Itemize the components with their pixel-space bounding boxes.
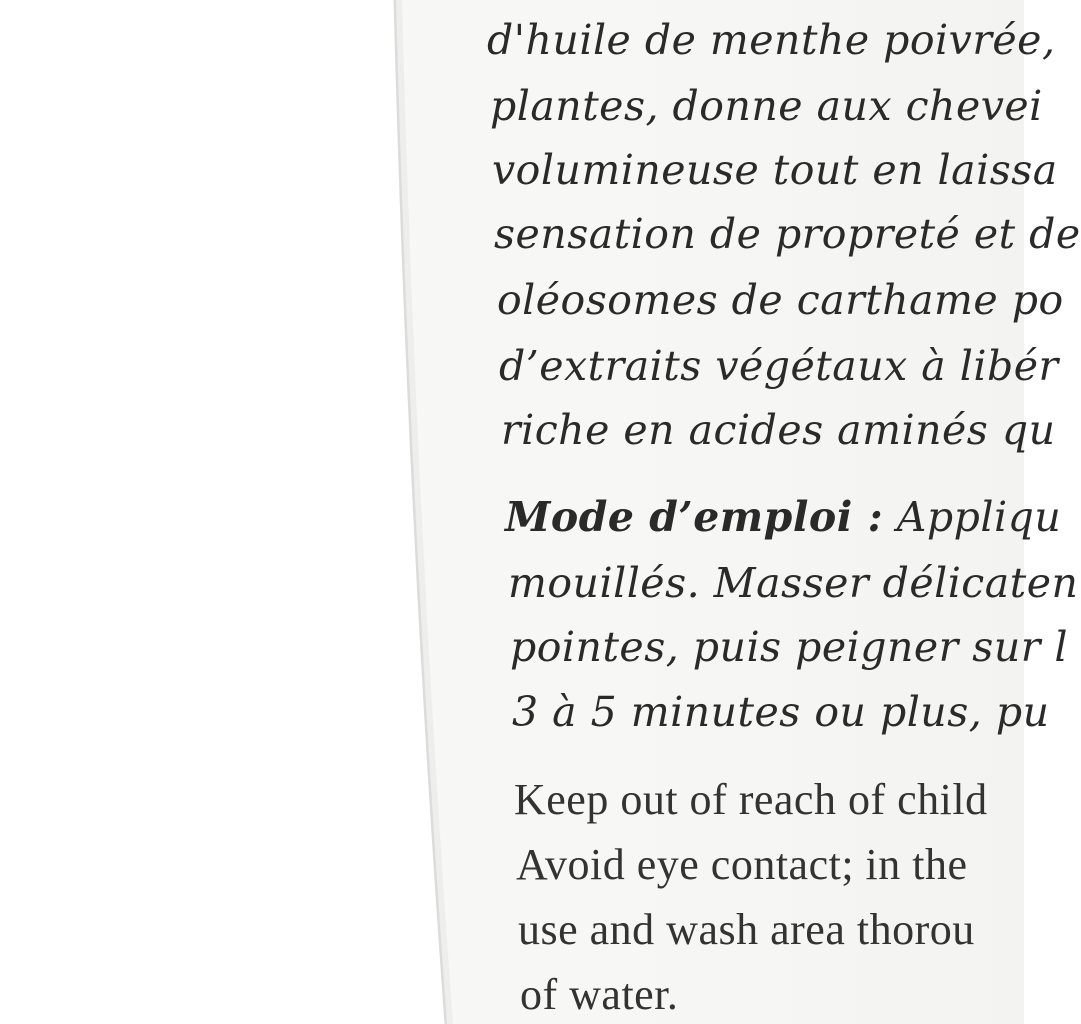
- directions-line: mouillés. Masser délicaten: [508, 559, 1079, 607]
- label-line: d'huile de menthe poivrée,: [487, 16, 1056, 64]
- directions-line: [505, 493, 1062, 541]
- label-line: d’extraits végétaux à libér: [499, 342, 1059, 390]
- directions-line: 3 à 5 minutes ou plus, pu: [512, 688, 1050, 736]
- label-line: sensation de propreté et de: [494, 210, 1081, 258]
- warning-line: Avoid eye contact; in the: [516, 840, 968, 889]
- label-line: plantes, donne aux chevei: [490, 82, 1043, 130]
- directions-text: Appliqu: [883, 493, 1062, 541]
- warning-line: use and wash area thorou: [518, 905, 975, 954]
- warning-line: Keep out of reach of child: [514, 775, 988, 824]
- label-line: riche en acides aminés qu: [501, 406, 1056, 454]
- directions-heading: Mode d’emploi :: [505, 493, 884, 541]
- warning-line: of water.: [520, 970, 679, 1019]
- label-line: oléosomes de carthame po: [497, 276, 1064, 324]
- directions-line: pointes, puis peigner sur l: [510, 623, 1068, 671]
- label-line: volumineuse tout en laissa: [492, 146, 1058, 194]
